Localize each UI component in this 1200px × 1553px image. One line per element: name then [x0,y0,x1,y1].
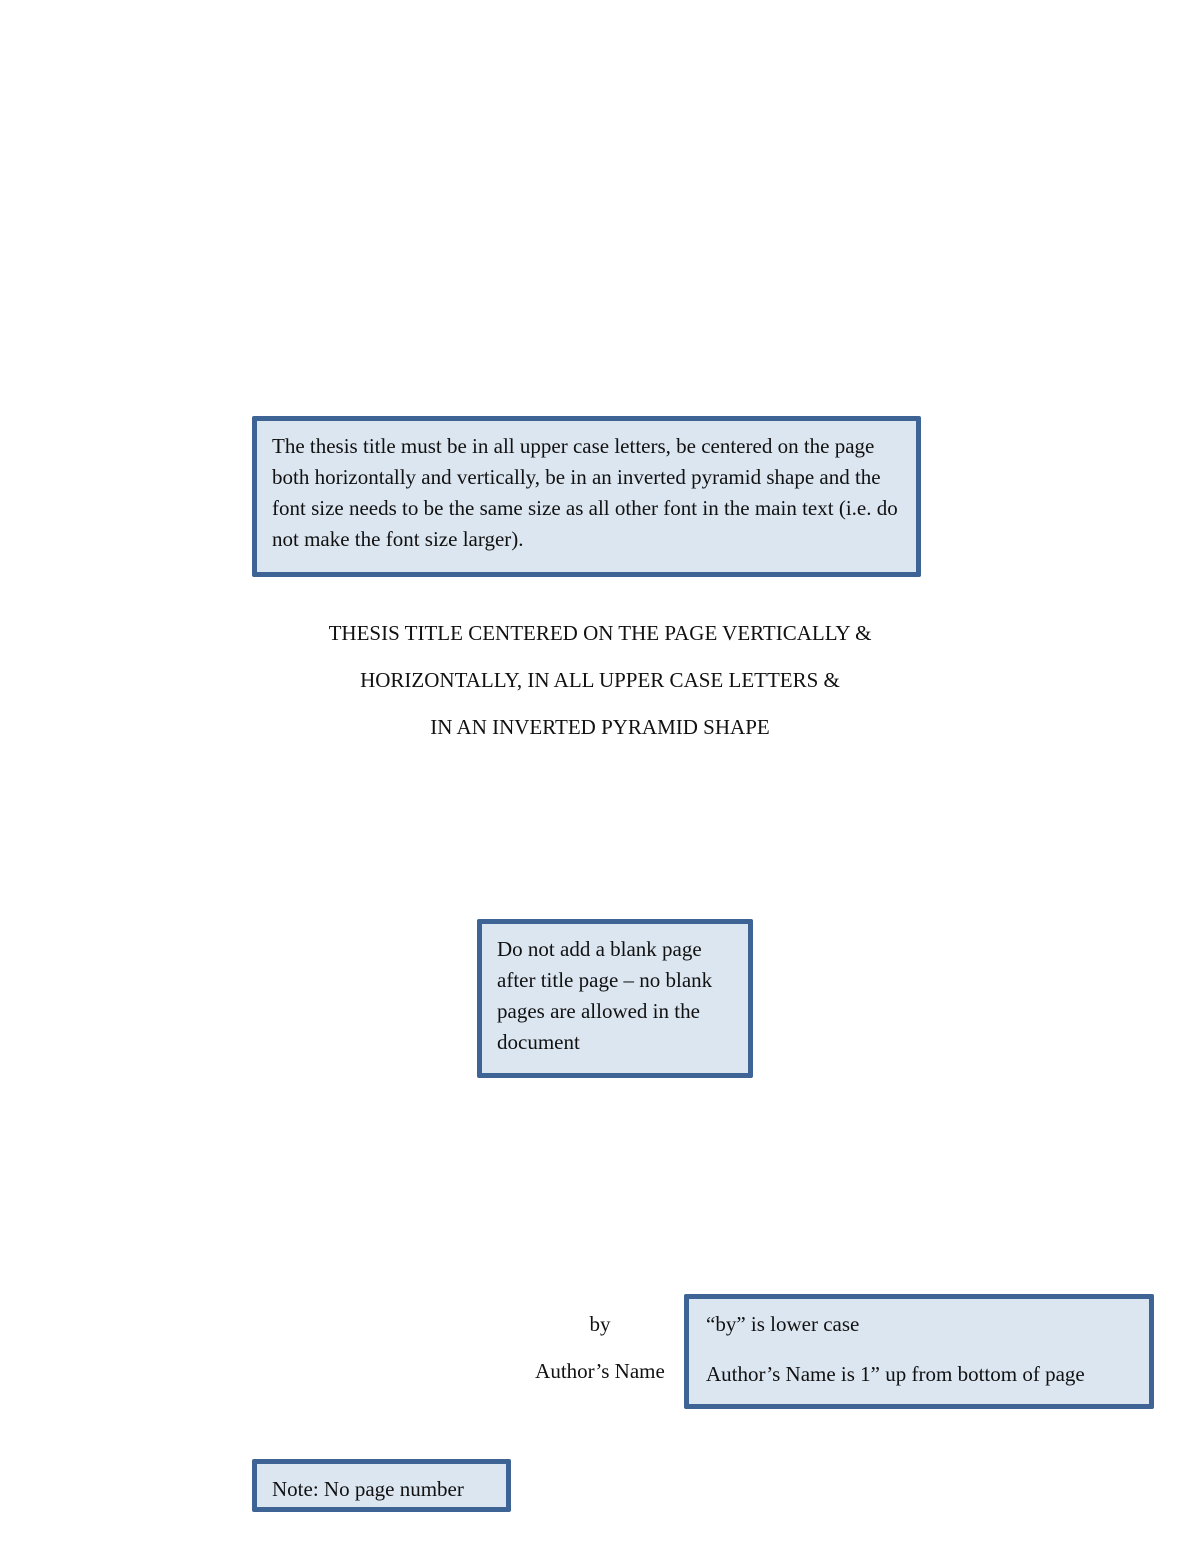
thesis-title-line-1: THESIS TITLE CENTERED ON THE PAGE VERTICALLY & [328,621,872,645]
title-rules-callout [252,416,921,577]
thesis-title [0,610,1200,751]
blank-page-callout [477,919,753,1078]
page-number-callout [252,1459,511,1512]
page-number-text: Note: No page number [272,1477,464,1501]
author-position-text: Author’s Name is 1” up from bottom of page [706,1362,1085,1386]
blank-page-text: Do not add a blank page after title page – no blank pages are allowed in the document [497,937,713,1054]
thesis-title-line-2: HORIZONTALLY, IN ALL UPPER CASE LETTERS & [360,668,840,692]
title-rules-text: The thesis title must be in all upper case letters, be centered on the page both horizontally and vertically, be in an inverted pyramid shape and the font size needs to be the same size as all other font in the main text (i.e. do not make the font size larger). [272,434,898,551]
byline-callout [684,1294,1154,1409]
thesis-title-line-3: IN AN INVERTED PYRAMID SHAPE [430,715,770,739]
by-label: by [589,1312,611,1336]
author-name: Author’s Name [535,1359,665,1383]
by-lower-case-text: “by” is lower case [706,1312,860,1336]
